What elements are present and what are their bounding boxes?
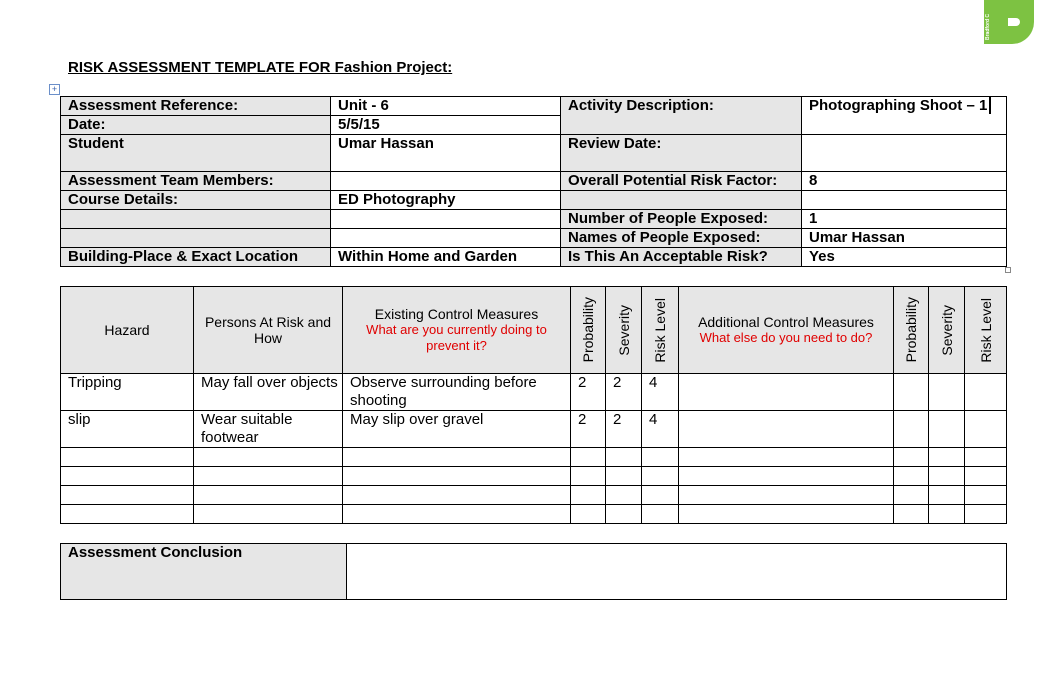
additional-control-cell[interactable]: [679, 374, 894, 411]
additional-control-subheader: What else do you need to do?: [699, 330, 873, 345]
empty-cell[interactable]: [642, 467, 679, 486]
severity-cell[interactable]: 2: [606, 411, 642, 448]
empty-cell[interactable]: [679, 467, 894, 486]
activity-description-label: Activity Description:: [561, 97, 802, 135]
assessment-reference-label: Assessment Reference:: [61, 97, 331, 116]
table-move-handle-icon[interactable]: +: [49, 84, 60, 95]
student-label: Student: [61, 135, 331, 172]
empty-cell[interactable]: [61, 448, 194, 467]
empty-cell[interactable]: [343, 486, 571, 505]
empty-cell[interactable]: [194, 505, 343, 524]
empty-value-cell[interactable]: [331, 210, 561, 229]
risk-level-header: Risk Level: [642, 287, 679, 374]
severity-header: Severity: [606, 287, 642, 374]
hazard-header: Hazard: [61, 287, 194, 374]
empty-cell[interactable]: [606, 467, 642, 486]
empty-value-cell[interactable]: [331, 229, 561, 248]
empty-cell[interactable]: [965, 486, 1007, 505]
conclusion-value[interactable]: [347, 544, 1007, 600]
team-members-value[interactable]: [331, 172, 561, 191]
empty-value-cell[interactable]: [802, 191, 1007, 210]
people-exposed-value[interactable]: 1: [802, 210, 1007, 229]
empty-cell[interactable]: [965, 448, 1007, 467]
empty-cell[interactable]: [965, 505, 1007, 524]
conclusion-label: Assessment Conclusion: [61, 544, 347, 600]
table-row: [61, 486, 1007, 505]
empty-cell[interactable]: [194, 467, 343, 486]
page-title: RISK ASSESSMENT TEMPLATE FOR Fashion Project:: [68, 59, 453, 76]
overall-risk-value[interactable]: 8: [802, 172, 1007, 191]
probability-cell-2[interactable]: [894, 411, 929, 448]
probability-cell[interactable]: 2: [571, 374, 606, 411]
probability-cell[interactable]: 2: [571, 411, 606, 448]
persons-cell[interactable]: Wear suitable footwear: [194, 411, 343, 448]
empty-cell[interactable]: [679, 505, 894, 524]
empty-cell[interactable]: [61, 505, 194, 524]
empty-cell[interactable]: [194, 486, 343, 505]
student-value[interactable]: Umar Hassan: [331, 135, 561, 172]
persons-at-risk-header: Persons At Risk and How: [194, 287, 343, 374]
risk-level-cell-2[interactable]: [965, 374, 1007, 411]
probability-header: Probability: [571, 287, 606, 374]
empty-cell[interactable]: [606, 505, 642, 524]
table-row: [61, 448, 1007, 467]
probability-cell-2[interactable]: [894, 374, 929, 411]
existing-control-subheader: What are you currently doing to prevent it?: [366, 322, 547, 353]
empty-cell[interactable]: [929, 486, 965, 505]
assessment-info-table: [60, 96, 1007, 267]
course-details-label: Course Details:: [61, 191, 331, 210]
empty-cell[interactable]: [679, 448, 894, 467]
empty-cell[interactable]: [894, 486, 929, 505]
additional-control-cell[interactable]: [679, 411, 894, 448]
empty-cell[interactable]: [894, 448, 929, 467]
empty-cell[interactable]: [642, 486, 679, 505]
location-label: Building-Place & Exact Location: [61, 248, 331, 267]
hazard-table: [60, 286, 1007, 524]
severity-header-2: Severity: [929, 287, 965, 374]
location-value[interactable]: Within Home and Garden: [331, 248, 561, 267]
table-row: [61, 467, 1007, 486]
severity-cell-2[interactable]: [929, 411, 965, 448]
activity-description-value[interactable]: Photographing Shoot – 1: [802, 97, 1007, 135]
hazard-cell[interactable]: slip: [61, 411, 194, 448]
team-members-label: Assessment Team Members:: [61, 172, 331, 191]
empty-cell[interactable]: [929, 467, 965, 486]
empty-cell[interactable]: [571, 486, 606, 505]
empty-cell[interactable]: [894, 505, 929, 524]
table-row: [61, 411, 1007, 448]
empty-cell[interactable]: [965, 467, 1007, 486]
empty-cell[interactable]: [61, 467, 194, 486]
risk-level-cell[interactable]: 4: [642, 411, 679, 448]
empty-cell[interactable]: [571, 505, 606, 524]
course-details-value[interactable]: ED Photography: [331, 191, 561, 210]
empty-cell[interactable]: [642, 505, 679, 524]
date-value[interactable]: 5/5/15: [331, 116, 561, 135]
risk-level-header-2: Risk Level: [965, 287, 1007, 374]
table-resize-handle[interactable]: [1005, 267, 1011, 273]
table-row: [61, 374, 1007, 411]
conclusion-table: [60, 543, 1007, 600]
empty-label-cell: [561, 191, 802, 210]
review-date-value[interactable]: [802, 135, 1007, 172]
empty-cell[interactable]: [642, 448, 679, 467]
review-date-label: Review Date:: [561, 135, 802, 172]
empty-cell[interactable]: [679, 486, 894, 505]
empty-label-cell: [61, 229, 331, 248]
risk-level-cell-2[interactable]: [965, 411, 1007, 448]
hazard-cell[interactable]: Tripping: [61, 374, 194, 411]
empty-cell[interactable]: [194, 448, 343, 467]
empty-cell[interactable]: [929, 448, 965, 467]
empty-cell[interactable]: [571, 448, 606, 467]
empty-cell[interactable]: [571, 467, 606, 486]
logo-text: Bradford C: [985, 13, 991, 40]
additional-control-header: Additional Control Measures What else do you need to do?: [679, 287, 894, 374]
empty-cell[interactable]: [343, 505, 571, 524]
empty-cell[interactable]: [894, 467, 929, 486]
logo-shape: [1008, 18, 1020, 26]
persons-cell[interactable]: May fall over objects: [194, 374, 343, 411]
table-row: [61, 505, 1007, 524]
existing-control-cell[interactable]: Observe surrounding before shooting: [343, 374, 571, 411]
acceptable-risk-value[interactable]: Yes: [802, 248, 1007, 267]
names-exposed-label: Names of People Exposed:: [561, 229, 802, 248]
date-label: Date:: [61, 116, 331, 135]
overall-risk-label: Overall Potential Risk Factor:: [561, 172, 802, 191]
acceptable-risk-label: Is This An Acceptable Risk?: [561, 248, 802, 267]
risk-level-cell[interactable]: 4: [642, 374, 679, 411]
names-exposed-value[interactable]: Umar Hassan: [802, 229, 1007, 248]
empty-label-cell: [61, 210, 331, 229]
empty-cell[interactable]: [61, 486, 194, 505]
existing-control-cell[interactable]: May slip over gravel: [343, 411, 571, 448]
empty-cell[interactable]: [929, 505, 965, 524]
people-exposed-label: Number of People Exposed:: [561, 210, 802, 229]
probability-header-2: Probability: [894, 287, 929, 374]
empty-cell[interactable]: [606, 448, 642, 467]
empty-cell[interactable]: [606, 486, 642, 505]
severity-cell-2[interactable]: [929, 374, 965, 411]
severity-cell[interactable]: 2: [606, 374, 642, 411]
empty-cell[interactable]: [343, 467, 571, 486]
empty-cell[interactable]: [343, 448, 571, 467]
assessment-reference-value[interactable]: Unit - 6: [331, 97, 561, 116]
existing-control-header: Existing Control Measures What are you currently doing to prevent it?: [343, 287, 571, 374]
